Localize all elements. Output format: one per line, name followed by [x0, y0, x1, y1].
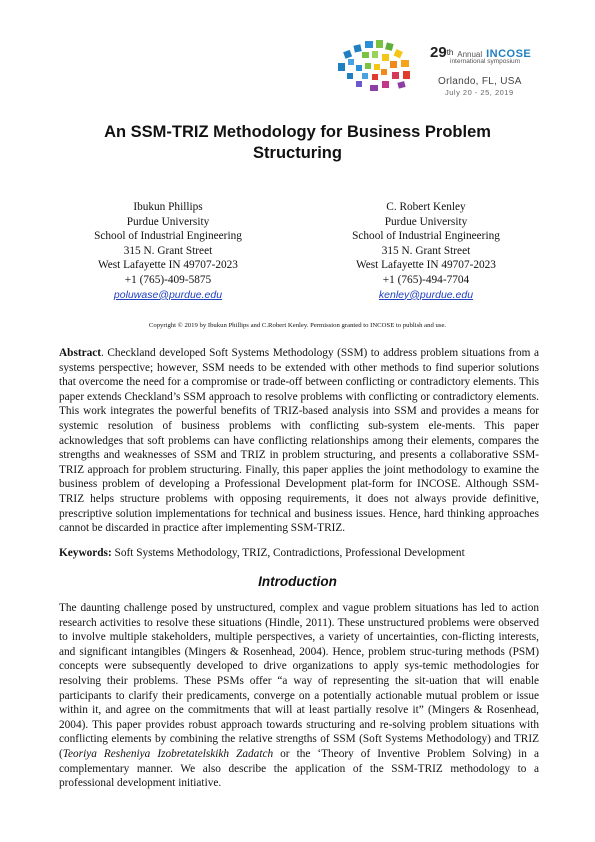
incose-globe-icon	[332, 37, 424, 97]
logo-annual: Annual	[457, 50, 483, 59]
logo-suffix: th	[446, 48, 454, 57]
logo-dates: July 20 - 25, 2019	[445, 88, 514, 97]
logo-number: 29	[430, 44, 447, 61]
author-city: West Lafayette IN 49707-2023	[356, 259, 496, 272]
author-email-link[interactable]: kenley@purdue.edu	[378, 288, 474, 301]
author-phone: +1 (765)-494-7704	[382, 273, 470, 286]
abstract-label: Abstract	[59, 347, 102, 359]
author-affiliation: Purdue University	[384, 215, 468, 228]
introduction-paragraph	[59, 601, 539, 791]
author-phone: +1 (765)-409-5875	[124, 273, 212, 286]
paper-title-line1: An SSM-TRIZ Methodology for Business Problem	[104, 123, 491, 141]
intro-text-2: or the ‘Theory of Inventive Problem Solving) in a complementary manner. We also describe the application of the SSM-TRIZ methodology to a professional development initiative.	[59, 747, 539, 790]
author-street: 315 N. Grant Street	[381, 244, 471, 257]
logo-org: INCOSE	[486, 48, 532, 60]
author-street: 315 N. Grant Street	[123, 244, 213, 257]
paper-title-line2: Structuring	[253, 144, 342, 162]
conference-logo	[332, 37, 547, 97]
copyright-notice: Copyright © 2019 by Ibukun Phillips and C.Robert Kenley. Permission granted to INCOSE to publish and use.	[148, 322, 447, 329]
section-heading-introduction: Introduction	[258, 574, 337, 589]
logo-text	[430, 45, 531, 97]
author-email-link[interactable]: poluwase@purdue.edu	[113, 288, 223, 301]
abstract-paragraph	[59, 346, 539, 536]
author-department: School of Industrial Engineering	[94, 230, 242, 243]
author-name: C. Robert Kenley	[386, 201, 466, 213]
logo-location: Orlando, FL, USA	[438, 76, 522, 87]
author-department: School of Industrial Engineering	[352, 230, 500, 243]
author-affiliation: Purdue University	[126, 215, 210, 228]
keywords-label: Keywords:	[59, 547, 112, 559]
author-city: West Lafayette IN 49707-2023	[98, 259, 238, 272]
abstract-text: . Checkland developed Soft Systems Methodology (SSM) to address problem situations from a systems perspective; however, SSM needs to be extended with other methods to find superior solutions that overcome the need for a compromise or trade-off between conflicting or contradictory elements. This paper extends Checkland’s SSM approach to resolve problems with conflicting or contradictory elements. This work integrates the powerful benefits of TRIZ-based analysis into SSM and provides a means for systemic resolution of business problems with conflicting sub-system ele-ments. This paper acknowledges that soft problems can have conflicting relationships among their elements, compares the strengths and weaknesses of SSM and TRIZ in problem structuring, and presents a collaborative SSM-TRIZ approach for problem structuring. Finally, this paper applies the joint methodology to examine the business problem of developing a Professional Development plat-form for INCOSE. Although SSM-TRIZ helps structure problems with opposing requirements, it does not always provide definitive, prescriptive solution implementations for technical and business issues. Hence, hard thinking approaches cannot be discarded in practice after implementing SSM-TRIZ.	[59, 347, 539, 535]
paper-title	[40, 122, 555, 164]
author-block-1	[53, 200, 283, 302]
keywords-text: Soft Systems Methodology, TRIZ, Contradictions, Professional Development	[111, 547, 465, 559]
author-block-2	[311, 200, 541, 302]
author-name: Ibukun Phillips	[133, 201, 203, 213]
intro-text-italic: Teoriya Resheniya Izobretatelskikh Zadatch	[62, 747, 274, 760]
keywords-paragraph	[59, 546, 539, 561]
intro-text-1: The daunting challenge posed by unstructured, complex and vague problem situations has led to action research activities to resolve these situations (Hindle, 2011). These unstructured problems were observed to involve multiple stakeholders, multiple perspectives, a variety of uncertainties, con-flicting interests, and significant intangibles (Mingers & Rosenhead, 2004). Hence, problem struc-turing methods (PSM) concepts were subsequently developed to drive organizations to apply sys-temic methodologies for resolving their problems. These PSMs offer “a way of representing the sit-uation that will enable participants to clarify their predicaments, converge on a potentially actionable mutual problem or issue within it, and agree on the commitments that will at least partially resolve it” (Mingers & Rosenhead, 2004). This paper provides robust approach towards structuring and re-solving problem situations with conflicting elements by combining the relative strengths of SSM (Soft Systems Methodology) and TRIZ (	[59, 602, 539, 760]
logo-subtitle: international symposium	[450, 58, 521, 65]
